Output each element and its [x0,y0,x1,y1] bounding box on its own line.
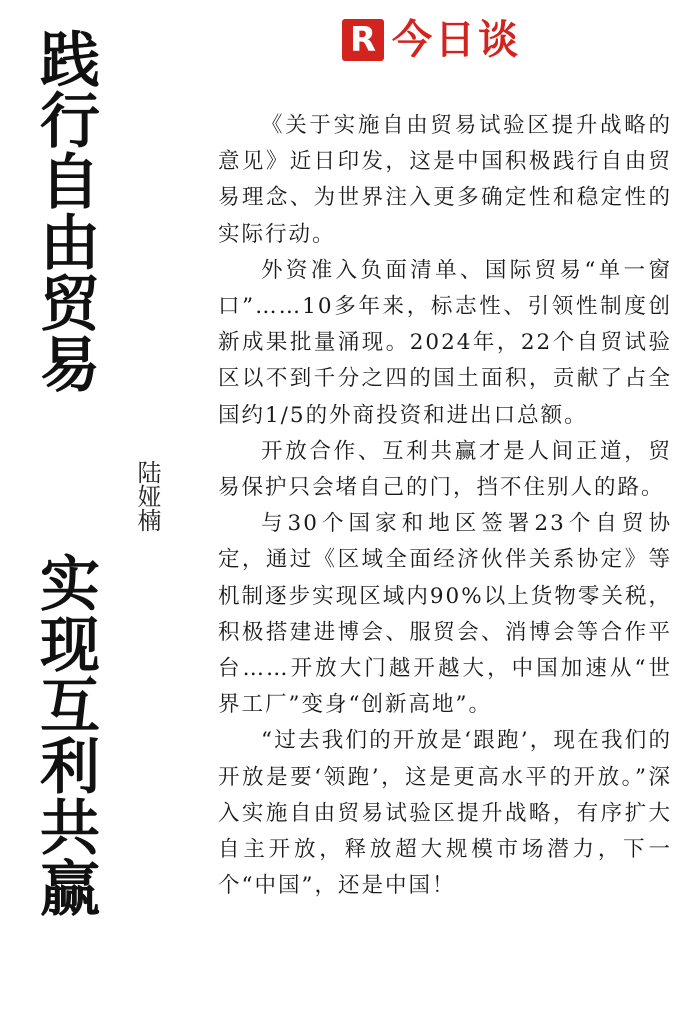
column-header [342,10,521,70]
article-paragraph: 《关于实施自由贸易试验区提升战略的意见》近日印发，这是中国积极践行自由贸易理念、为世界注入更多确定性和稳定性的实际行动。 [218,113,672,247]
article-body [218,108,672,904]
column-title: 今日谈 [392,17,521,63]
author-byline: 陆娅楠 [133,460,161,532]
headline-line-2: 实现互利共赢 [30,552,100,918]
article-paragraph: 开放合作、互利共赢才是人间正道，贸易保护只会堵自己的门，挡不住别人的路。 [218,438,672,501]
article-paragraph: 外资准入负面清单、国际贸易“单一窗口”……10多年来，标志性、引领性制度创新成果批量涌现。2024年，22个自贸试验区以不到千分之四的国土面积，贡献了占全国约1/5的外商投资和进出口总额。 [218,257,672,428]
article-paragraph: 与30个国家和地区签署23个自贸协定，通过《区域全面经济伙伴关系协定》等机制逐步实现区域内90%以上货物零关税，积极搭建进博会、服贸会、消博会等合作平台……开放大门越开越大，中国加速从“世界工厂”变身“创新高地”。 [218,511,672,718]
article-paragraph: “过去我们的开放是‘跟跑’，现在我们的开放是要‘领跑’，这是更高水平的开放。”深入实施自由贸易试验区提升战略，有序扩大自主开放，释放超大规模市场潜力，下一个“中国”，还是中国！ [218,728,672,899]
column-logo-badge: R [342,19,384,61]
headline-line-1: 践行自由贸易 [30,28,100,394]
